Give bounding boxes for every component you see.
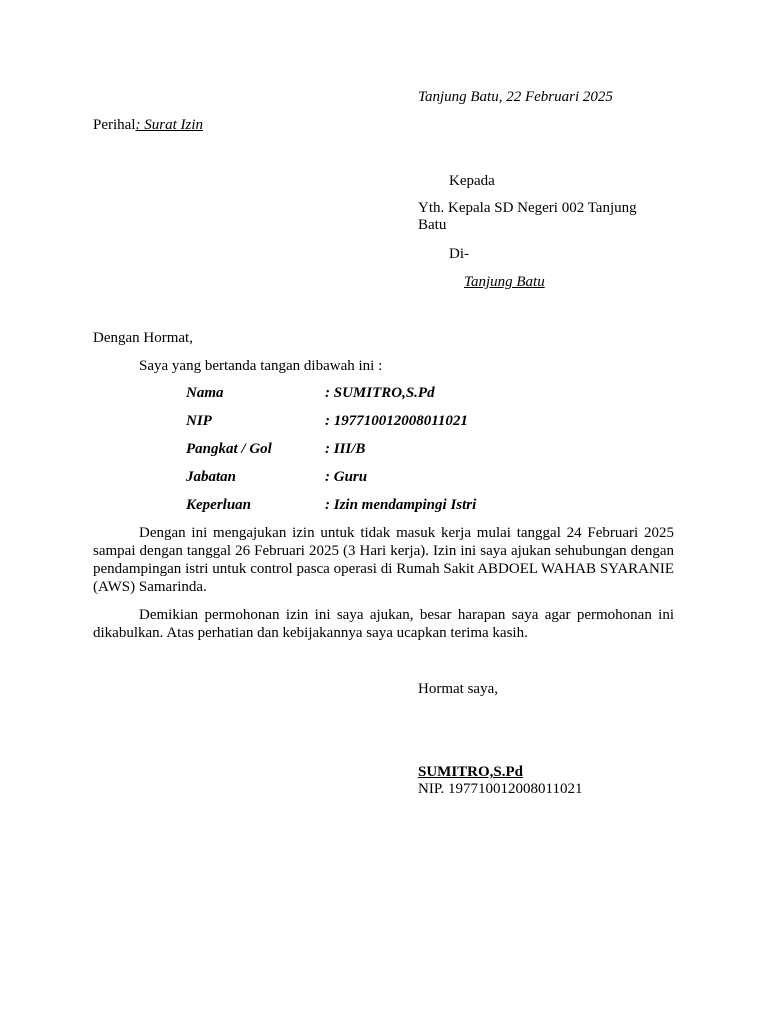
intro-line: Saya yang bertanda tangan dibawah ini : [139, 358, 383, 374]
detail-value: : Izin mendampingi Istri [325, 497, 477, 513]
subject-value: : Surat Izin [135, 117, 203, 133]
subject-line [93, 116, 203, 134]
recipient-addressee: Yth. Kepala SD Negeri 002 Tanjung Batu [418, 200, 637, 233]
detail-label: Jabatan [186, 469, 237, 485]
detail-value: : Guru [325, 469, 368, 485]
signer-name: SUMITRO,S.Pd [418, 764, 524, 780]
place-date: Tanjung Batu, 22 Februari 2025 [418, 89, 613, 105]
body-paragraph-1: Dengan ini mengajukan izin untuk tidak masuk kerja mulai tanggal 24 Februari 2025 sampai dengan tanggal 26 Februari 2025 (3 Hari kerja). Izin ini saya ajukan sehubungan dengan pendampingan istri untuk control pasca operasi di Rumah Sakit ABDOEL WAHAB SYARANIE (AWS) Samarinda. [93, 525, 674, 595]
detail-label: Nama [186, 385, 224, 401]
recipient-location: Tanjung Batu [464, 274, 545, 290]
signer-nip: NIP. 197710012008011021 [418, 781, 583, 797]
detail-value: : III/B [325, 441, 366, 457]
detail-value: : SUMITRO,S.Pd [325, 385, 435, 401]
greeting: Dengan Hormat, [93, 330, 193, 346]
subject-label: Perihal [93, 117, 136, 133]
detail-label: Pangkat / Gol [186, 441, 272, 457]
recipient-at: Di- [449, 246, 469, 262]
detail-label: NIP [186, 413, 212, 429]
recipient-to: Kepada [449, 173, 495, 189]
closing: Hormat saya, [418, 681, 498, 697]
detail-label: Keperluan [186, 497, 252, 513]
detail-value: : 197710012008011021 [325, 413, 468, 429]
body-paragraph-2: Demikian permohonan izin ini saya ajukan, besar harapan saya agar permohonan ini dikabulkan. Atas perhatian dan kebijakannya saya ucapkan terima kasih. [93, 607, 674, 641]
